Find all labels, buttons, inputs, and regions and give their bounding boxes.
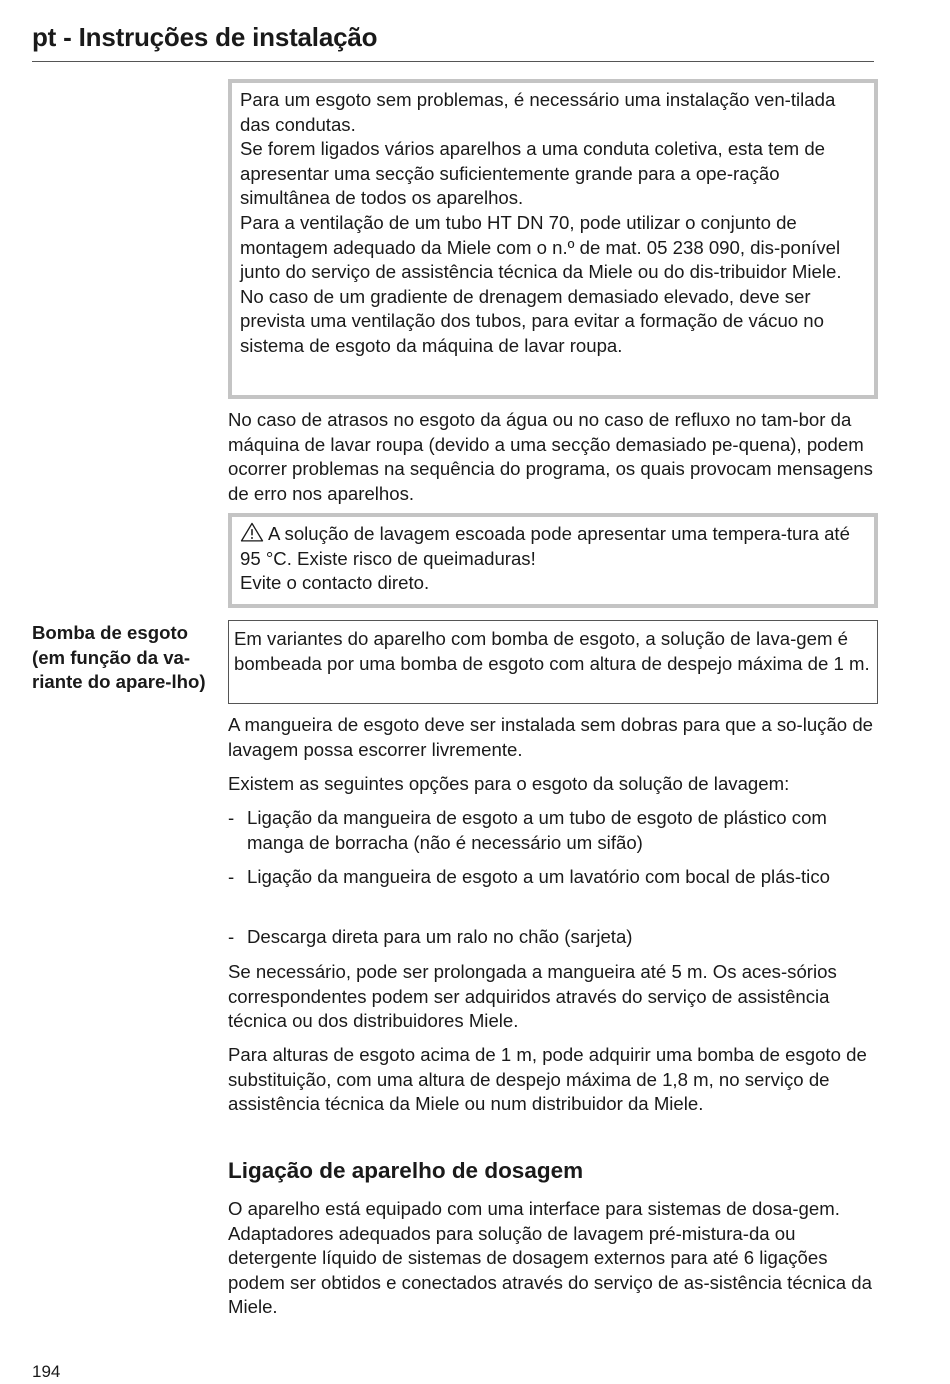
list-item-text: Ligação da mangueira de esgoto a um lavatório com bocal de plás-tico — [247, 866, 830, 887]
bullet-dash: - — [228, 807, 235, 828]
warning-box — [228, 513, 878, 608]
dosing-paragraph: O aparelho está equipado com uma interface para sistemas de dosa-gem. Adaptadores adequados para solução de lavagem pré-mistura-da ou detergente líquido de sistemas de dosagem externos para até 6 ligações podem ser obtidos e conectados através do serviço de as-sistência técnica da Miele. — [228, 1198, 872, 1318]
bullet-dash: - — [228, 866, 235, 887]
info-paragraph: No caso de um gradiente de drenagem demasiado elevado, deve ser prevista uma ventilação dos tubos, para evitar a formação de vácuo no sistema de esgoto da máquina de lavar roupa. — [240, 285, 824, 356]
warning-line-2: Evite o contacto direto. — [240, 572, 430, 594]
pump-variant-note — [228, 620, 878, 704]
reflux-paragraph: No caso de atrasos no esgoto da água ou no caso de refluxo no tam-bor da máquina de lavar roupa (devido a uma secção demasiado pe-quena), podem ocorrer problemas na sequência do programa, os quais provocam mensagens de erro nos aparelhos. — [228, 409, 873, 504]
info-paragraph: Para a ventilação de um tubo HT DN 70, pode utilizar o conjunto de montagem adequado da Miele com o n.º de mat. 05 238 090, dis-ponível junto do serviço de assistência técnica da Miele ou do dis-tribuidor Miele. — [240, 211, 842, 283]
list-item — [228, 925, 878, 950]
bullet-dash: - — [228, 926, 235, 947]
hose-paragraph: A mangueira de esgoto deve ser instalada sem dobras para que a so-lução de lavagem possa escorrer livremente. — [228, 714, 873, 760]
height-paragraph: Para alturas de esgoto acima de 1 m, pode adquirir uma bomba de esgoto de substituição, com uma altura de despejo máxima de 1,8 m, no serviço de assistência técnica da Miele ou num distribuidor da Miele. — [228, 1044, 867, 1115]
options-paragraph: Existem as seguintes opções para o esgoto da solução de lavagem: — [228, 773, 790, 794]
pump-note-text: Em variantes do aparelho com bomba de esgoto, a solução de lava-gem é bombeada por uma bomba de esgoto com altura de despejo máxima de 1 m. — [234, 628, 870, 674]
list-item — [228, 806, 878, 855]
warning-line-1: A solução de lavagem escoada pode apresentar uma tempera-tura até 95 °C. Existe risco de queimaduras! — [240, 523, 850, 569]
page-number: 194 — [32, 1362, 61, 1381]
warning-text — [240, 522, 866, 571]
page-title: pt - Instruções de instalação — [32, 22, 378, 52]
info-paragraph: Para um esgoto sem problemas, é necessário uma instalação ven-tilada das condutas. — [240, 89, 836, 135]
info-paragraph: Se forem ligados vários aparelhos a uma conduta coletiva, esta tem de apresentar uma secção suficientemente grande para a ope-ração simultânea de todos os aparelhos. — [240, 138, 825, 209]
warning-triangle-icon — [240, 522, 264, 542]
list-item-text: Ligação da mangueira de esgoto a um tubo de esgoto de plástico com manga de borracha (não é necessário um sifão) — [247, 807, 827, 853]
list-item — [228, 865, 878, 890]
header-divider — [32, 61, 874, 62]
list-item-text: Descarga direta para um ralo no chão (sarjeta) — [247, 926, 633, 947]
ventilation-info-box — [228, 79, 878, 399]
extension-paragraph: Se necessário, pode ser prolongada a mangueira até 5 m. Os aces-sórios correspondentes podem ser adquiridos através do serviço de assistência técnica ou dos distribuidores Miele. — [228, 961, 837, 1032]
section-side-label: Bomba de esgoto (em função da va-riante do apare-lho) — [32, 622, 206, 693]
dosing-heading: Ligação de aparelho de dosagem — [228, 1158, 584, 1183]
